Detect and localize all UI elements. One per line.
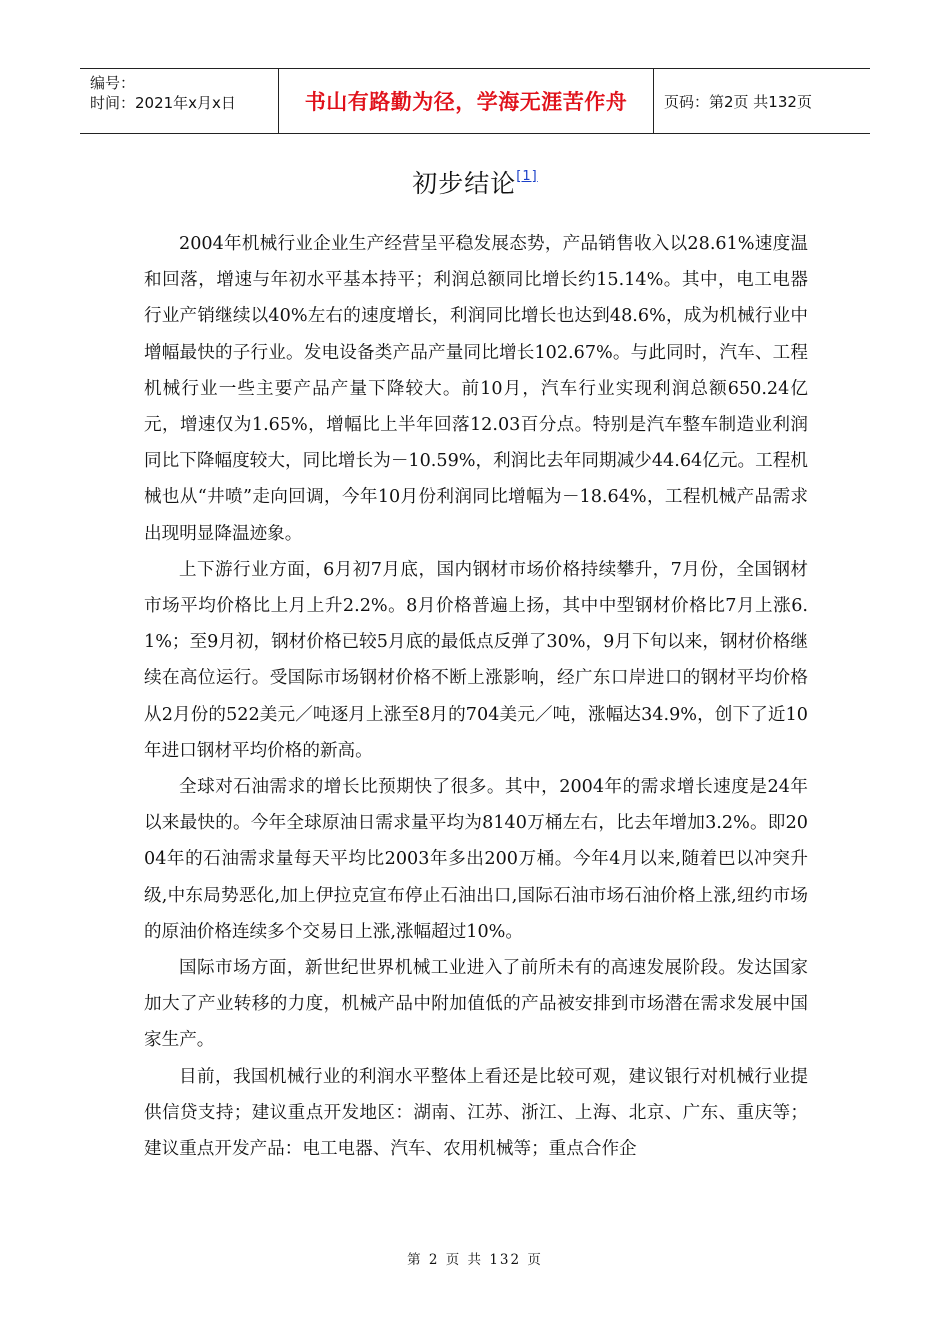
paragraph: 国际市场方面，新世纪世界机械工业进入了前所未有的高速发展阶段。发达国家加大了产业转移的力度，机械产品中附加值低的产品被安排到市场潜在需求发展中国家生产。 (144, 958, 808, 1051)
header-page-info: 页码：第2页 共132页 (664, 92, 812, 111)
paragraph: 2004年机械行业企业生产经营呈平稳发展态势，产品销售收入以28.61%速度温和回落，增速与年初水平基本持平；利润总额同比增长约15.14%。其中，电工电器行业产销继续以40%左右的速度增长，利润同比增长也达到48.6%，成为机械行业中增幅最快的子行业。发电设备类产品产量同比增长102.67%。与此同时，汽车、工程机械行业一些主要产品产量下降较大。前10月，汽车行业实现利润总额650.24亿元，增速仅为1.65%，增幅比上半年回落12.03百分点。特别是汽车整车制造业利润同比下降幅度较大，同比增长为－10.59%，利润比去年同期减少44.64亿元。工程机械也从“井喷”走向回调，今年10月份利润同比增幅为－18.64%，工程机械产品需求出现明显降温迹象。 (144, 234, 808, 544)
page-header (80, 68, 870, 134)
serial-label: 编号： (90, 74, 136, 92)
page-footer: 第 2 页 共 132 页 (407, 1252, 543, 1268)
header-meta (80, 69, 278, 133)
date-label: 时间：2021年x月x日 (90, 94, 236, 112)
paragraph: 目前，我国机械行业的利润水平整体上看还是比较可观，建议银行对机械行业提供信贷支持；建议重点开发地区：湖南、江苏、浙江、上海、北京、广东、重庆等；建议重点开发产品：电工电器、汽车、农用机械等；重点合作企 (144, 1066, 808, 1160)
footnote-ref-link[interactable]: [1] (516, 169, 538, 184)
document-title-block (0, 164, 950, 200)
paragraph: 上下游行业方面，6月初7月底，国内钢材市场价格持续攀升，7月份，全国钢材市场平均价格比上月上升2.2%。8月价格普遍上扬，其中中型钢材价格比7月上涨6.1%；至9月初，钢材价格已较5月底的最低点反弹了30%，9月下旬以来，钢材价格继续在高位运行。受国际市场钢材价格不断上涨影响，经广东口岸进口的钢材平均价格从2月份的522美元／吨逐月上涨至8月的704美元／吨，涨幅达34.9%，创下了近10年进口钢材平均价格的新高。 (144, 559, 808, 761)
document-title: 初步结论 (412, 169, 517, 198)
document-body (144, 226, 808, 1167)
header-motto: 书山有路勤为径，学海无涯苦作舟 (278, 69, 654, 133)
paragraph: 全球对石油需求的增长比预期快了很多。其中，2004年的需求增长速度是24年以来最快的。今年全球原油日需求量平均为8140万桶左右，比去年增加3.2%。即2004年的石油需求量每天平均比2003年多出200万桶。今年4月以来,随着巴以冲突升级,中东局势恶化,加上伊拉克宣布停止石油出口,国际石油市场石油价格上涨,纽约市场的原油价格连续多个交易日上涨,涨幅超过10%。 (144, 777, 808, 942)
